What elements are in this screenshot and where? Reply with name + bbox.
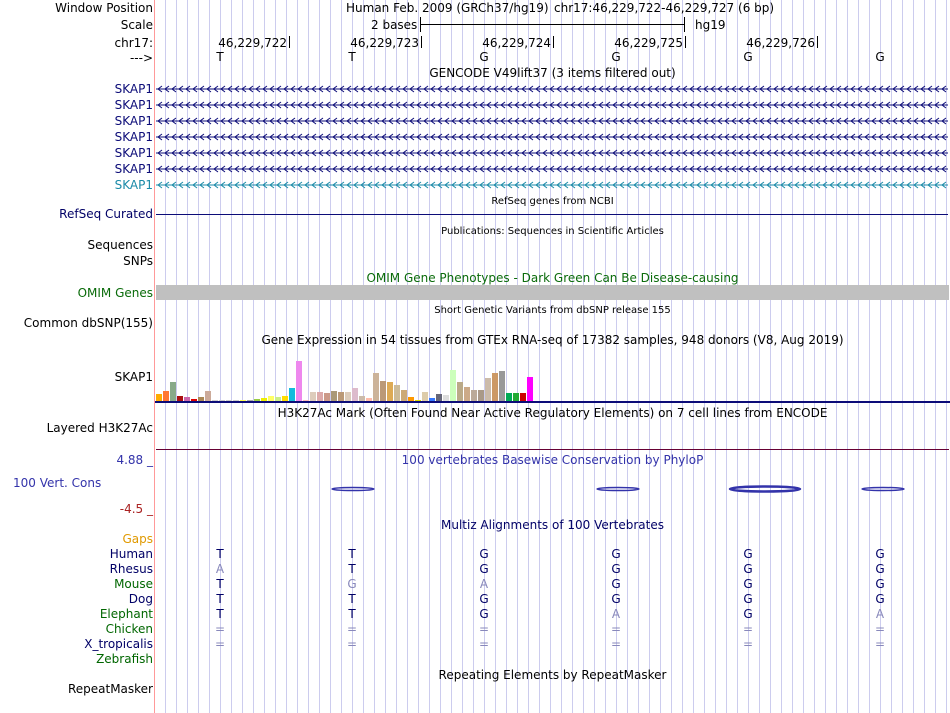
gtex-tissue-bar[interactable] — [485, 378, 491, 401]
gtex-tissue-bar[interactable] — [457, 382, 463, 401]
alignment-base: G — [743, 577, 753, 591]
gtex-tissue-bar[interactable] — [380, 381, 386, 401]
alignment-base: T — [216, 592, 224, 606]
gtex-tissue-bar[interactable] — [401, 390, 407, 401]
alignment-base: G — [611, 577, 621, 591]
alignment-base: = — [347, 622, 358, 636]
gtex-tissue-bar[interactable] — [247, 400, 253, 401]
alignment-base: T — [216, 607, 224, 621]
coordinate-label: 46,229,725 — [614, 36, 683, 50]
alignment-base: T — [348, 547, 356, 561]
publications-title: Publications: Sequences in Scientific Articles — [441, 226, 664, 237]
strand-label: ---> — [129, 51, 153, 65]
gtex-tissue-bar[interactable] — [338, 392, 344, 401]
gtex-tissue-bar[interactable] — [499, 371, 505, 401]
gtex-tissue-bar[interactable] — [464, 387, 470, 401]
phylop-score-glyph — [862, 488, 904, 491]
reference-base: G — [743, 50, 753, 64]
gtex-tissue-bar[interactable] — [331, 391, 337, 401]
gtex-tissue-bar[interactable] — [513, 393, 519, 401]
gencode-gene-line[interactable] — [156, 132, 948, 142]
gencode-gene-line[interactable] — [156, 180, 948, 190]
assembly-text: Human Feb. 2009 (GRCh37/hg19) — [346, 1, 549, 15]
phylop-score-glyph — [597, 488, 639, 491]
gtex-tissue-bar[interactable] — [506, 393, 512, 401]
gtex-tissue-bar[interactable] — [429, 398, 435, 401]
alignment-base: G — [347, 577, 357, 591]
gtex-tissue-bar[interactable] — [198, 397, 204, 401]
dbsnp-label[interactable]: Common dbSNP(155) — [23, 316, 153, 330]
h3k27ac-baseline — [156, 449, 949, 450]
reference-base: G — [611, 50, 621, 64]
alignment-base: G — [875, 577, 885, 591]
db-text: hg19 — [695, 18, 726, 32]
gtex-tissue-bar[interactable] — [492, 373, 498, 401]
gtex-tissue-bar[interactable] — [352, 388, 358, 401]
gtex-tissue-bar[interactable] — [205, 391, 211, 401]
gencode-gene-line[interactable] — [156, 116, 948, 126]
alignment-base: G — [743, 592, 753, 606]
coordinate-label: 46,229,722 — [218, 36, 287, 50]
alignment-base: T — [216, 577, 224, 591]
species-label[interactable]: Rhesus — [109, 562, 153, 576]
snps-label[interactable]: SNPs — [123, 254, 153, 268]
reference-base: G — [875, 50, 885, 64]
gencode-gene-label[interactable]: SKAP1 — [114, 162, 153, 176]
gencode-gene-label[interactable]: SKAP1 — [114, 130, 153, 144]
alignment-base: G — [743, 547, 753, 561]
coordinate-label: 46,229,723 — [350, 36, 419, 50]
alignment-base: A — [611, 607, 621, 621]
gtex-tissue-bar[interactable] — [366, 398, 372, 401]
refseq-title: RefSeq genes from NCBI — [491, 196, 614, 207]
species-label[interactable]: Chicken — [105, 622, 153, 636]
gtex-tissue-bar[interactable] — [254, 399, 260, 401]
gtex-tissue-bar[interactable] — [163, 391, 169, 401]
gtex-tissue-bar[interactable] — [226, 400, 232, 401]
coordinate-tick — [421, 36, 422, 48]
alignment-base: T — [348, 562, 356, 576]
alignment-base: A — [875, 607, 885, 621]
alignment-base: G — [875, 547, 885, 561]
window-position-label: Window Position — [55, 1, 153, 15]
gtex-tissue-bar[interactable] — [170, 382, 176, 401]
phylop-track[interactable] — [155, 480, 950, 494]
h3k27ac-label[interactable]: Layered H3K27Ac — [46, 421, 153, 435]
reference-base: T — [348, 50, 356, 64]
alignment-base: = — [611, 622, 622, 636]
alignment-base: = — [611, 637, 622, 651]
gtex-tissue-bar[interactable] — [345, 392, 351, 401]
refseq-label[interactable]: RefSeq Curated — [59, 207, 153, 221]
alignment-base: A — [479, 577, 489, 591]
gencode-gene-line[interactable] — [156, 84, 948, 94]
gtex-tissue-bar[interactable] — [443, 395, 449, 401]
gtex-tissue-bar[interactable] — [191, 399, 197, 401]
alignment-base: G — [479, 607, 489, 621]
scale-text: 2 bases — [371, 18, 418, 32]
repeatmasker-label[interactable]: RepeatMasker — [67, 682, 153, 696]
gencode-title: GENCODE V49lift37 (3 items filtered out) — [429, 66, 676, 80]
scale-bar — [420, 24, 684, 25]
phylop-label[interactable]: 100 Vert. Cons — [13, 476, 102, 490]
coordinate-label: 46,229,726 — [746, 36, 815, 50]
species-label[interactable]: Zebrafish — [96, 652, 153, 666]
phylop-min: -4.5 _ — [119, 502, 153, 516]
scale-bar-right-tick — [684, 17, 685, 32]
alignment-base: = — [479, 637, 490, 651]
coordinate-tick — [289, 36, 290, 48]
gtex-tissue-bar[interactable] — [324, 393, 330, 401]
gtex-tissue-bar[interactable] — [289, 388, 295, 401]
scale-bar-left-tick — [420, 17, 421, 32]
alignment-base: T — [216, 547, 224, 561]
gtex-tissue-bar[interactable] — [527, 377, 533, 401]
coordinate-tick — [685, 36, 686, 48]
gencode-gene-label[interactable]: SKAP1 — [114, 146, 153, 160]
alignment-base: G — [479, 547, 489, 561]
alignment-base: A — [215, 562, 225, 576]
gencode-gene-label[interactable]: SKAP1 — [114, 82, 153, 96]
alignment-base: G — [479, 562, 489, 576]
gtex-label[interactable]: SKAP1 — [114, 370, 153, 384]
phylop-score-glyph — [332, 488, 374, 491]
multiz-title: Multiz Alignments of 100 Vertebrates — [440, 518, 665, 532]
refseq-line[interactable] — [156, 214, 948, 215]
gtex-tissue-bar[interactable] — [275, 397, 281, 401]
alignment-base: = — [215, 622, 226, 636]
coordinate-tick — [553, 36, 554, 48]
alignment-base: T — [348, 607, 356, 621]
species-label[interactable]: Human — [109, 547, 153, 561]
alignment-base: = — [743, 637, 754, 651]
alignment-base: G — [743, 562, 753, 576]
gtex-tissue-bar[interactable] — [394, 385, 400, 401]
gencode-gene-line[interactable] — [156, 100, 948, 110]
phylop-title: 100 vertebrates Basewise Conservation by PhyloP — [401, 453, 704, 467]
alignment-base: G — [611, 562, 621, 576]
reference-base: T — [216, 50, 224, 64]
gtex-tissue-bar[interactable] — [415, 400, 421, 401]
gtex-tissue-bar[interactable] — [359, 396, 365, 401]
gencode-gene-label[interactable]: SKAP1 — [114, 178, 153, 192]
omim-label[interactable]: OMIM Genes — [77, 286, 153, 300]
gtex-tissue-bar[interactable] — [310, 392, 316, 401]
gtex-tissue-bar[interactable] — [261, 398, 267, 401]
repeatmasker-title: Repeating Elements by RepeatMasker — [438, 668, 667, 682]
alignment-base: G — [611, 592, 621, 606]
alignment-base: G — [875, 562, 885, 576]
alignment-base: T — [348, 592, 356, 606]
gtex-tissue-bar[interactable] — [471, 390, 477, 401]
gtex-bar-chart[interactable] — [155, 347, 950, 403]
gtex-tissue-bar[interactable] — [478, 390, 484, 401]
species-label[interactable]: Elephant — [99, 607, 153, 621]
gtex-tissue-bar[interactable] — [296, 361, 302, 401]
alignment-base: = — [215, 637, 226, 651]
phylop-score-glyph — [730, 487, 800, 492]
gtex-tissue-bar[interactable] — [422, 392, 428, 401]
gencode-gene-line[interactable] — [156, 164, 948, 174]
alignment-base: G — [479, 592, 489, 606]
gtex-tissue-bar[interactable] — [268, 396, 274, 401]
dbsnp-title: Short Genetic Variants from dbSNP release 155 — [434, 305, 671, 316]
alignment-base: = — [875, 637, 886, 651]
alignment-base: G — [611, 547, 621, 561]
gtex-tissue-bar[interactable] — [282, 396, 288, 401]
gtex-tissue-bar[interactable] — [387, 382, 393, 401]
omim-title: OMIM Gene Phenotypes - Dark Green Can Be Disease-causing — [366, 271, 739, 285]
gaps-label[interactable]: Gaps — [122, 532, 153, 546]
species-label[interactable]: Dog — [128, 592, 153, 606]
alignment-base: = — [743, 622, 754, 636]
coordinate-label: 46,229,724 — [482, 36, 551, 50]
gtex-tissue-bar[interactable] — [303, 400, 309, 401]
gtex-tissue-bar[interactable] — [450, 370, 456, 401]
gencode-gene-label[interactable]: SKAP1 — [114, 114, 153, 128]
gtex-tissue-bar[interactable] — [373, 373, 379, 401]
gtex-tissue-bar[interactable] — [219, 400, 225, 401]
scale-label: Scale — [120, 18, 153, 32]
omim-bar[interactable] — [156, 285, 949, 300]
gtex-tissue-bar[interactable] — [520, 393, 526, 401]
gtex-tissue-bar[interactable] — [156, 394, 162, 401]
alignment-base: = — [347, 637, 358, 651]
gtex-title: Gene Expression in 54 tissues from GTEx RNA-seq of 17382 samples, 948 donors (V8, Aug 2019) — [261, 333, 844, 347]
gtex-tissue-bar[interactable] — [212, 400, 218, 401]
gencode-gene-line[interactable] — [156, 148, 948, 158]
gtex-tissue-bar[interactable] — [240, 400, 246, 401]
gtex-tissue-bar[interactable] — [177, 396, 183, 401]
gencode-gene-label[interactable]: SKAP1 — [114, 98, 153, 112]
gtex-tissue-bar[interactable] — [317, 392, 323, 401]
alignment-base: G — [743, 607, 753, 621]
h3k27ac-title: H3K27Ac Mark (Often Found Near Active Regulatory Elements) on 7 cell lines from ENCODE — [277, 406, 828, 420]
coordinate-tick — [817, 36, 818, 48]
gtex-tissue-bar[interactable] — [436, 394, 442, 401]
alignment-base: = — [479, 622, 490, 636]
reference-base: G — [479, 50, 489, 64]
chrom-label: chr17: — [114, 36, 153, 50]
position-text: chr17:46,229,722-46,229,727 (6 bp) — [554, 1, 775, 15]
alignment-base: G — [875, 592, 885, 606]
sequences-label[interactable]: Sequences — [87, 238, 153, 252]
species-label[interactable]: Mouse — [114, 577, 153, 591]
species-label[interactable]: X_tropicalis — [84, 637, 153, 651]
alignment-base: = — [875, 622, 886, 636]
gtex-tissue-bar[interactable] — [233, 400, 239, 401]
gtex-tissue-bar[interactable] — [408, 397, 414, 401]
gtex-tissue-bar[interactable] — [184, 397, 190, 401]
phylop-max: 4.88 _ — [116, 453, 153, 467]
